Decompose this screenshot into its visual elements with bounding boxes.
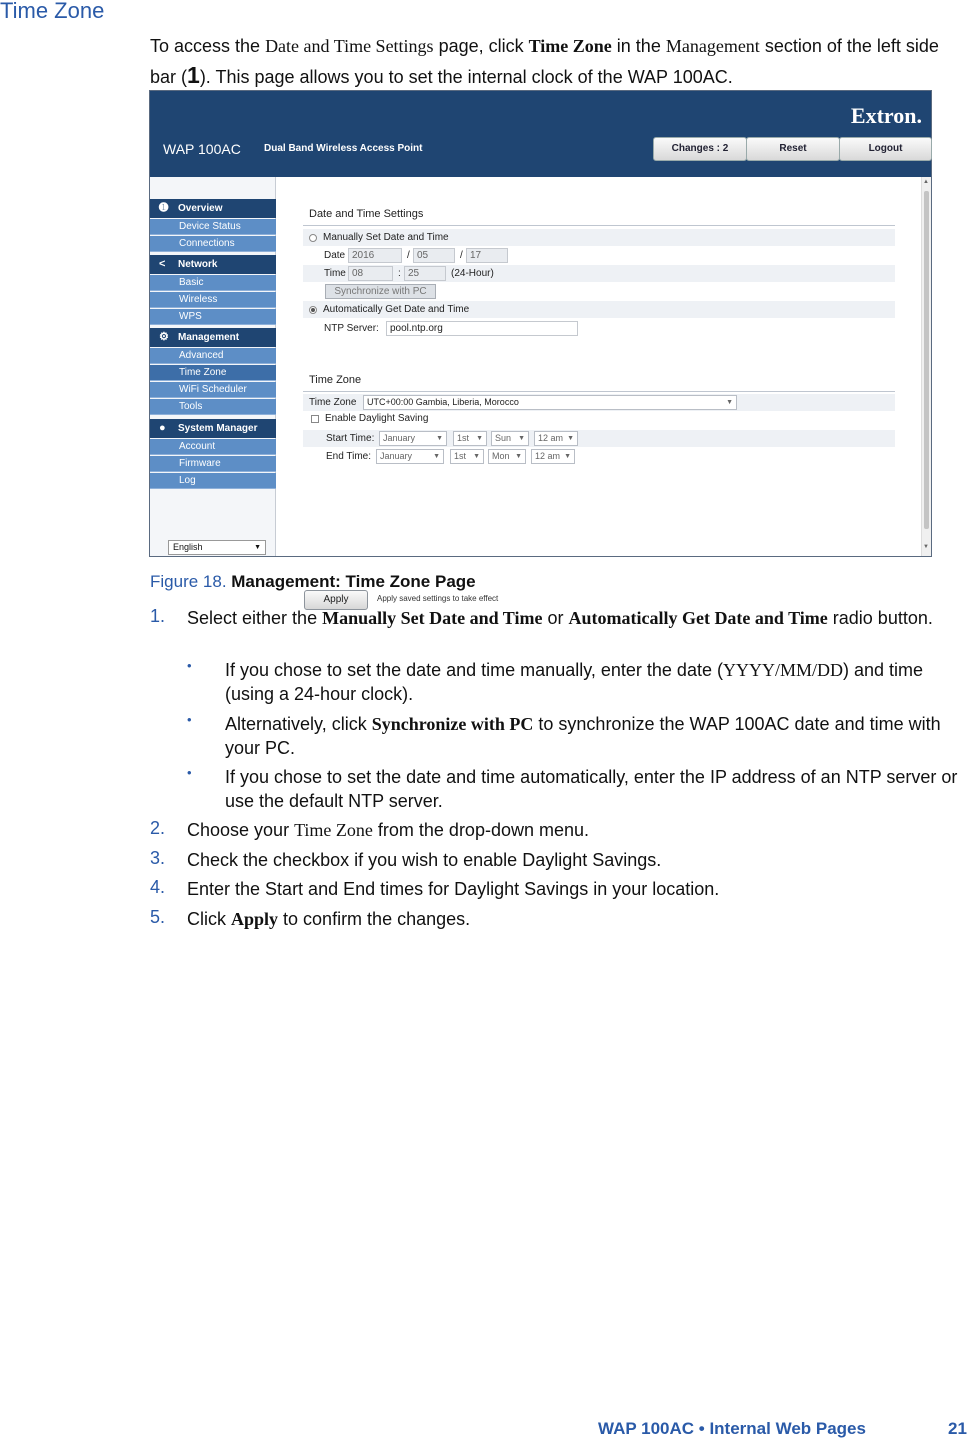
chevron-down-icon: ▼ xyxy=(436,435,443,442)
sidebar-item-connections[interactable]: Connections xyxy=(150,236,276,252)
bullet-text-part: If you chose to set the date and time manually, enter the date ( xyxy=(225,660,723,680)
sidebar-item-log[interactable]: Log xyxy=(150,473,276,489)
chevron-down-icon: ▼ xyxy=(564,453,571,460)
step-number: 4. xyxy=(150,877,166,897)
model-name: WAP 100AC xyxy=(163,141,241,157)
bullet-text xyxy=(225,712,960,760)
bullet-text xyxy=(225,658,960,706)
intro-management: Management xyxy=(665,36,760,56)
step-text: Check the checkbox if you wish to enable Daylight Savings. xyxy=(187,850,662,870)
sidebar-head-system-manager[interactable] xyxy=(150,419,276,438)
time-zone-select[interactable] xyxy=(363,395,737,410)
caption-title: Management: Time Zone Page xyxy=(231,572,476,591)
step-text xyxy=(187,606,957,630)
time-zone-title: Time Zone xyxy=(309,374,362,386)
sidebar-item-tools[interactable]: Tools xyxy=(150,399,276,415)
bullet-dot: • xyxy=(187,712,192,727)
auto-label: Automatically Get Date and Time xyxy=(323,304,470,315)
bullet-text-part: to synchronize the WAP 100AC date and time with your PC. xyxy=(225,714,941,758)
date-label: Date xyxy=(324,250,346,261)
time-label: Time xyxy=(324,268,346,279)
sidebar xyxy=(150,177,276,556)
section-title: Time Zone xyxy=(0,0,105,23)
intro-text-5: ). This page allows you to set the internal clock of the WAP 100AC. xyxy=(199,67,733,87)
manual-label: Manually Set Date and Time xyxy=(323,232,449,243)
bullet-text-part: Alternatively, click xyxy=(225,714,372,734)
start-week-select[interactable] xyxy=(453,431,487,446)
minute-field[interactable]: 25 xyxy=(404,266,446,281)
end-day-select[interactable] xyxy=(488,449,526,464)
day-field[interactable]: 17 xyxy=(466,248,508,263)
step-text-part: or xyxy=(542,608,569,628)
end-month-select[interactable] xyxy=(376,449,444,464)
date-separator: / xyxy=(407,250,410,261)
time-separator: : xyxy=(398,268,401,279)
step-emphasis: Time Zone xyxy=(294,820,373,840)
scroll-thumb[interactable] xyxy=(924,191,929,529)
step-text xyxy=(187,907,957,931)
share-icon: < xyxy=(159,258,166,270)
tz-label: Time Zone xyxy=(309,397,357,408)
bullet-emphasis: Synchronize with PC xyxy=(371,714,534,734)
date-time-settings-title: Date and Time Settings xyxy=(309,208,424,220)
step-text-part: Click xyxy=(187,909,231,929)
step-number: 5. xyxy=(150,907,166,927)
step-text-part: Choose your xyxy=(187,820,295,840)
info-icon: ➊ xyxy=(159,202,169,214)
select-value: 1st xyxy=(454,451,467,461)
step-text-part: Select either the xyxy=(187,608,323,628)
start-day-select[interactable] xyxy=(491,431,529,446)
intro-text-3: in the xyxy=(611,36,666,56)
start-hour-select[interactable] xyxy=(534,431,578,446)
tz-value: UTC+00:00 Gambia, Liberia, Morocco xyxy=(367,397,519,407)
page-footer xyxy=(598,1419,967,1439)
language-select[interactable] xyxy=(168,540,266,555)
sidebar-item-device-status[interactable]: Device Status xyxy=(150,219,276,235)
sidebar-head-overview[interactable] xyxy=(150,199,276,218)
figure-caption xyxy=(150,572,476,592)
bullet-text: If you chose to set the date and time automatically, enter the IP address of an NTP server or use the default NTP server. xyxy=(225,767,958,811)
select-value: 12 am xyxy=(535,451,561,461)
product-subtitle: Dual Band Wireless Access Point xyxy=(264,143,423,154)
hour-format-label: (24-Hour) xyxy=(451,268,494,279)
select-value: January xyxy=(383,433,416,443)
select-value: January xyxy=(380,451,413,461)
intro-date-time-settings: Date and Time Settings xyxy=(265,36,434,56)
sidebar-head-network[interactable] xyxy=(150,255,276,274)
select-value: Mon xyxy=(492,451,510,461)
bullet-text-part: ) and time (using a 24-hour clock). xyxy=(225,660,924,704)
select-value: 12 am xyxy=(538,433,564,443)
chevron-down-icon: ▼ xyxy=(518,435,525,442)
step-number: 2. xyxy=(150,818,166,838)
sidebar-item-advanced[interactable]: Advanced xyxy=(150,348,276,364)
sync-with-pc-button[interactable]: Synchronize with PC xyxy=(325,284,436,299)
sidebar-item-wireless[interactable]: Wireless xyxy=(150,292,276,308)
section-divider xyxy=(303,225,895,226)
year-field[interactable]: 2016 xyxy=(348,248,402,263)
gear-icon: ⚙ xyxy=(159,331,169,343)
end-time-label: End Time: xyxy=(326,451,372,462)
chevron-down-icon: ▼ xyxy=(476,435,483,442)
step-text-part: to confirm the changes. xyxy=(278,909,471,929)
intro-text-2: page, click xyxy=(433,36,529,56)
apply-button[interactable]: Apply xyxy=(304,590,368,610)
start-time-label: Start Time: xyxy=(326,433,375,444)
sidebar-item-firmware[interactable]: Firmware xyxy=(150,456,276,472)
select-value: Sun xyxy=(495,433,512,443)
intro-paragraph xyxy=(150,32,962,92)
extron-logo: Extron. xyxy=(850,103,922,128)
step-emphasis: Automatically Get Date and Time xyxy=(568,608,828,628)
user-icon: ● xyxy=(159,422,166,434)
scrollbar[interactable] xyxy=(921,177,931,556)
step-number: 1. xyxy=(150,606,166,626)
sidebar-head-management[interactable] xyxy=(150,328,276,347)
sidebar-head-label: Overview xyxy=(178,203,223,214)
section-divider xyxy=(303,391,895,392)
chevron-down-icon: ▼ xyxy=(726,399,733,406)
logout-button[interactable]: Logout xyxy=(839,137,932,161)
manual-radio[interactable] xyxy=(309,234,317,242)
sidebar-item-account[interactable]: Account xyxy=(150,439,276,455)
intro-time-zone: Time Zone xyxy=(528,36,612,56)
chevron-down-icon: ▼ xyxy=(254,544,261,551)
step-text: Enter the Start and End times for Daylight Savings in your location. xyxy=(187,879,720,899)
hour-field[interactable]: 08 xyxy=(348,266,393,281)
intro-text-4: section of the left side bar ( xyxy=(150,36,939,87)
sidebar-head-label: System Manager xyxy=(178,423,258,434)
ntp-label: NTP Server: xyxy=(324,323,379,334)
daylight-saving-checkbox[interactable] xyxy=(311,415,319,423)
reset-button[interactable]: Reset xyxy=(746,137,840,161)
step-number: 3. xyxy=(150,848,166,868)
app-header xyxy=(150,91,931,177)
chevron-down-icon: ▼ xyxy=(473,453,480,460)
start-month-select[interactable] xyxy=(379,431,447,446)
sidebar-item-wifi-scheduler[interactable]: WiFi Scheduler xyxy=(150,382,276,398)
footer-text: WAP 100AC • Internal Web Pages xyxy=(598,1419,866,1438)
ntp-server-input[interactable]: pool.ntp.org xyxy=(386,321,578,336)
chevron-down-icon: ▼ xyxy=(567,435,574,442)
apply-note: Apply saved settings to take effect xyxy=(377,594,499,603)
intro-text-1: To access the xyxy=(150,36,266,56)
step-emphasis: Manually Set Date and Time xyxy=(322,608,543,628)
page-number: 21 xyxy=(948,1419,967,1438)
end-week-select[interactable] xyxy=(450,449,484,464)
intro-callout-1: 1 xyxy=(187,62,200,88)
step-text xyxy=(187,818,957,842)
caption-prefix: Figure 18. xyxy=(150,572,232,591)
step-emphasis: Apply xyxy=(231,909,279,929)
bullet-emphasis: YYYY/MM/DD xyxy=(722,660,843,680)
end-hour-select[interactable] xyxy=(531,449,575,464)
chevron-down-icon: ▼ xyxy=(515,453,522,460)
step-text-part: from the drop-down menu. xyxy=(372,820,590,840)
changes-button[interactable]: Changes : 2 xyxy=(653,137,747,161)
sidebar-head-label: Network xyxy=(178,259,218,270)
language-value: English xyxy=(173,542,203,552)
auto-radio[interactable] xyxy=(309,306,317,314)
sidebar-head-label: Management xyxy=(178,332,240,343)
month-field[interactable]: 05 xyxy=(413,248,455,263)
bullet-dot: • xyxy=(187,658,192,673)
scroll-down-icon[interactable]: ▼ xyxy=(923,544,929,550)
select-value: 1st xyxy=(457,433,470,443)
chevron-down-icon: ▼ xyxy=(433,453,440,460)
dst-label: Enable Daylight Saving xyxy=(325,413,429,424)
step-text-part: radio button. xyxy=(827,608,933,628)
sidebar-item-time-zone[interactable]: Time Zone xyxy=(150,365,276,381)
sidebar-item-basic[interactable]: Basic xyxy=(150,275,276,291)
bullet-dot: • xyxy=(187,765,192,780)
date-separator: / xyxy=(460,250,463,261)
scroll-up-icon[interactable]: ▲ xyxy=(923,179,929,185)
sidebar-item-wps[interactable]: WPS xyxy=(150,309,276,325)
